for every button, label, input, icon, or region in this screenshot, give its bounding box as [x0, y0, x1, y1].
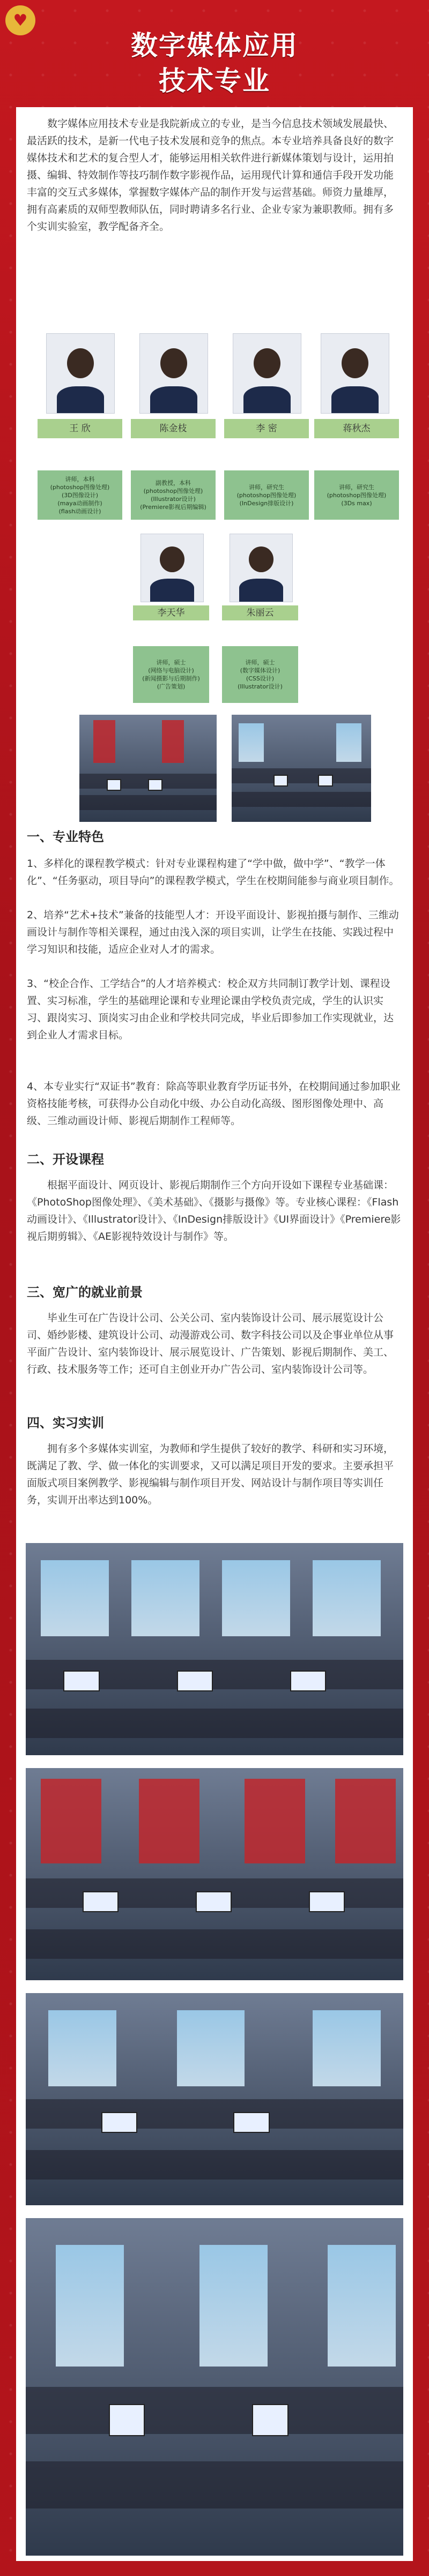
page-title [0, 28, 429, 99]
feature-paragraph: 3、“校企合作、工学结合”的人才培养模式：校企双方共同制订教学计划、课程设置、实习标准，学生的基础理论课和专业理论课由学校负责完成，学生的认识实习、跟岗实习、顶岗实习由企业和学校共同完成，毕业后即参加工作实现就业，达到企业人才需求目标。 [27, 978, 394, 1041]
teacher-info: 讲师，本科 (photoshop图像处理) (3D图像设计) (maya动画制作) (flash动画设计) [38, 470, 122, 520]
section-title-features: 一、专业特色 [27, 829, 104, 844]
heart-icon: ♥ [5, 5, 35, 35]
teacher-info: 讲师，研究生 (photoshop图像处理) (3Ds max) [314, 470, 399, 520]
title-line-2: 技术专业 [159, 65, 270, 96]
teacher-name: 李 密 [224, 419, 309, 438]
section-title-employment: 三、宽广的就业前景 [27, 1285, 143, 1300]
intro-paragraph: 数字媒体应用技术专业是我院新成立的专业，是当今信息技术领域发展最快、最活跃的技术，是新一代电子技术发展和竞争的焦点。本专业培养具备良好的数字媒体技术和艺术的复合型人才，能够运用相关软件进行新媒体策划与设计，运用拍摄、编辑、特效制作等技巧制作数字影视作品，运用现代计算和通信手段开发功能丰富的交互式多媒体，掌握数字媒体产品的制作开发与运营基础。师资力量雄厚，拥有高素质的双师型教师队伍，同时聘请多名行业、企业专家为兼职教师。拥有多个实训实验室，教学配备齐全。 [27, 118, 394, 233]
classroom-photo [79, 715, 217, 822]
courses-paragraph: 根据平面设计、网页设计、影视后期制作三个方向开设如下课程专业基础课：《PhotoShop图像处理》、《美术基础》、《摄影与摄像》等。专业核心课程：《Flash动画设计》、《Illustrator设计》、《InDesign排版设计》《UI界面设计》《Premiere影视后期剪辑》、《AE影视特效设计与制作》等。 [27, 1179, 401, 1242]
teacher-name: 陈金枝 [131, 419, 216, 438]
training-paragraph: 拥有多个多媒体实训室，为教师和学生提供了较好的教学、科研和实习环境，既满足了教、学、做一体化的实训要求，又可以满足项目开发的要求。主要承担平面版式项目案例教学、影视编辑与制作项目开发、网站设计与制作项目等实训任务，实训开出率达到100%。 [27, 1443, 394, 1506]
teacher-name: 朱丽云 [222, 605, 298, 620]
feature-paragraph: 2、培养“艺术+技术”兼备的技能型人才：开设平面设计、影视拍摄与制作、三维动画设计与制作等相关课程，通过由浅入深的项目实训，让学生在技能、实践过程中学习知识和技能，适应企业对人才的需求。 [27, 909, 399, 955]
section-title-courses: 二、开设课程 [27, 1152, 104, 1167]
teacher-info: 副教授，本科 (photoshop图像处理) (Illustrator设计) (Premiere影视后期编辑) [131, 470, 216, 520]
training-photo [26, 1543, 403, 1755]
feature-paragraph: 1、多样化的课程教学模式：针对专业课程构建了“学中做，做中学”、“教学一体化”、“任务驱动，项目导向”的课程教学模式，学生在校期间能参与商业项目制作。 [27, 858, 400, 887]
employment-paragraph: 毕业生可在广告设计公司、公关公司、室内装饰设计公司、展示展览设计公司、婚纱影楼、建筑设计公司、动漫游戏公司、数字科技公司以及企事业单位从事平面广告设计、室内装饰设计、展示展览设计、广告策划、影视后期制作、美工、行政、技术服务等工作；还可自主创业开办广告公司、室内装饰设计公司等。 [27, 1312, 394, 1375]
teacher-photo [230, 534, 293, 602]
teacher-photo [321, 333, 389, 414]
teacher-photo [139, 333, 208, 414]
teacher-photo [46, 333, 115, 414]
teacher-name: 蒋秋杰 [314, 419, 399, 438]
training-photo [26, 1993, 403, 2205]
teacher-name: 王 欣 [38, 419, 122, 438]
section-title-training: 四、实习实训 [27, 1416, 104, 1431]
training-photo [26, 2218, 403, 2556]
classroom-photo [232, 715, 371, 822]
teacher-info: 讲师，研究生 (photoshop图像处理) (InDesign排版设计) [224, 470, 309, 520]
feature-paragraph: 4、本专业实行“双证书”教育：除高等职业教育学历证书外，在校期间通过参加职业资格技能考核，可获得办公自动化中级、办公自动化高级、图形图像处理中、高级、三维动画设计师、影视后期制作工程师等。 [27, 1081, 401, 1127]
training-photo [26, 1768, 403, 1980]
teacher-info: 讲师，硕士 (数字媒体设计) (CSS设计) (Illustrator设计) [222, 646, 298, 703]
teacher-photo [140, 534, 204, 602]
teacher-photo [233, 333, 301, 414]
title-line-1: 数字媒体应用 [131, 30, 298, 61]
teacher-info: 讲师，硕士 (网络与电脑设计) (新闻摄影与后期制作) (广告策划) [133, 646, 209, 703]
teacher-name: 李天华 [133, 605, 209, 620]
